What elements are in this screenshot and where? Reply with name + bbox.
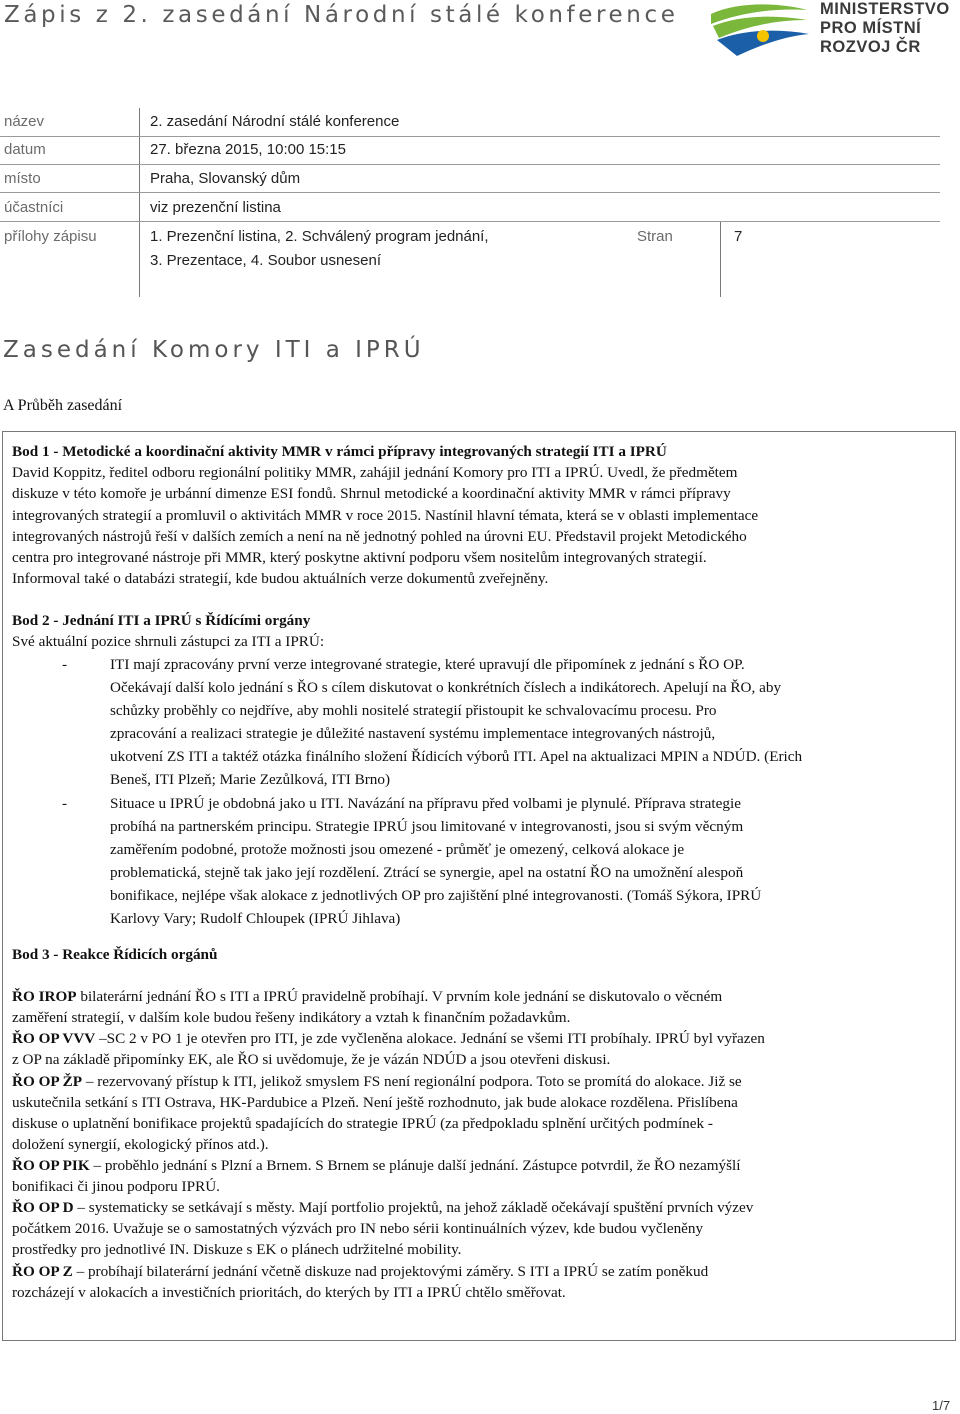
page-number: 1/7 xyxy=(932,1398,951,1413)
ro-item xyxy=(12,1199,753,1217)
bullet1-line: schůzky proběhly co nejdříve, aby mohli nositelé strategií přistoupit ke schvalovacímu procesu. Pro xyxy=(110,702,717,719)
ministry-line-1: MINISTERSTVO xyxy=(820,0,950,18)
meta-label: datum xyxy=(4,141,46,158)
bullet2-line: bonifikace, nejlépe však alokace z jednotlivých OP pro zajištění plné integrovanosti. (Tomáš Sýkora, IPRÚ xyxy=(110,887,762,904)
ro-line: doložení synergií, ekologický přínos atd.). xyxy=(12,1136,269,1153)
ro-item xyxy=(12,1157,740,1175)
ro-text: – systematicky se setkávají s městy. Mají portfolio projektů, na jehož základě očekávají spuštění prvních výzev xyxy=(73,1199,754,1216)
section-title: Zasedání Komory ITI a IPRÚ xyxy=(3,337,425,363)
ro-line: počátkem 2016. Uvažuje se o samostatných výzvách pro IN nebo sérii kontinuálních výzev, kde budou vyčleněny xyxy=(12,1220,704,1237)
bod1-line: Informoval také o databázi strategií, kde budou aktuálních verze dokumentů zveřejněny. xyxy=(12,570,549,587)
bullet1-line: zpracování a realizaci strategie je důležité nastavení systému implementace integrovaných nástrojů, xyxy=(110,725,716,742)
ro-name: ŘO OP PIK xyxy=(12,1157,90,1174)
meta-value: 27. března 2015, 10:00 15:15 xyxy=(150,141,346,158)
bod1-line: David Koppitz, ředitel odboru regionální politiky MMR, zahájil jednání Komory pro ITI a IPRÚ. Uvedl, že předmětem xyxy=(12,464,738,481)
ro-line: rozcházejí v alokacích a investičních prioritách, do kterých by ITI a IPRÚ chtělo směřovat. xyxy=(12,1284,566,1301)
meta-value: Praha, Slovanský dům xyxy=(150,170,301,187)
ro-line: uskutečnila setkání s ITI Ostrava, HK-Pardubice a Plzeň. Není ještě rozhodnuto, jak bude alokace rozdělena. Přislíbena xyxy=(12,1094,738,1111)
ro-line: prostředky pro jednotlivé IN. Diskuze s EK o plánech udržitelné mobility. xyxy=(12,1241,462,1258)
bullet1-line: ukotvení ZS ITI a taktéž otázka finálního složení Řídicích výborů ITI. Apel na aktualizaci MPIN a NDÚD. (Erich xyxy=(110,748,803,765)
section-subtitle: A Průběh zasedání xyxy=(3,397,123,414)
meta-label: přílohy zápisu xyxy=(4,228,97,245)
ro-item xyxy=(12,1030,765,1048)
bullet2-line: probíhá na partnerském principu. Strategie IPRÚ jsou limitované v integrovanosti, jsou si svým věcným xyxy=(110,818,744,835)
ro-item xyxy=(12,1073,742,1091)
bullet2-line: Karlovy Vary; Rudolf Chloupek (IPRÚ Jihlava) xyxy=(110,910,401,927)
bullet2-line: zaměřením podobné, protože možnosti jsou omezené - průměť je omezený, celková alokace je xyxy=(110,841,685,858)
meta-row-place xyxy=(0,164,940,193)
ro-text: – proběhlo jednání s Plzní a Brnem. S Brnem se plánuje další jednání. Zástupce potvrdil, že ŘO nezamýšlí xyxy=(89,1157,741,1174)
meta-value: 2. zasedání Národní stálé konference xyxy=(150,113,400,130)
ro-line: z OP na základě připomínky EK, ale ŘO si uvědomuje, že je vázán NDÚD a jsou otevřeni diskusi. xyxy=(12,1051,611,1068)
bod3-heading: Bod 3 - Reakce Řídicích orgánů xyxy=(12,946,218,963)
bullet2-line: Situace u IPRÚ je obdobná jako u ITI. Navázání na přípravu před volbami je plynulé. Příprava strategie xyxy=(110,795,741,812)
pages-value: 7 xyxy=(734,228,743,245)
meta-label: název xyxy=(4,113,45,130)
ministry-name xyxy=(820,0,950,57)
meta-row-name xyxy=(0,108,940,137)
bod2-intro: Své aktuální pozice shrnuli zástupci za ITI a IPRÚ: xyxy=(12,633,325,650)
meta-divider xyxy=(720,222,721,297)
meta-row-attendees xyxy=(0,193,940,222)
bullet1-line: Očekávají další kolo jednání s ŘO s cílem diskutovat o konkrétních číslech a indikátorech. Apelují na ŘO, aby xyxy=(110,679,782,696)
ro-text: – probíhají bilaterární jednání včetně diskuze nad projektovými záměry. S ITI a IPRÚ se zatím poněkud xyxy=(72,1263,709,1280)
pages-label: Stran xyxy=(637,228,673,245)
ro-line: diskuse o uplatnění bonifikace projektů spadajících do strategie IPRÚ (za předpokladu splnění určitých podmínek - xyxy=(12,1115,713,1132)
logo-mark-icon xyxy=(711,4,809,56)
ro-line: bonifikaci či jinou podporu IPRÚ. xyxy=(12,1178,220,1195)
bod1-line: diskuze v této komoře je urbánní dimenze ESI fondů. Shrnul metodické a koordinační aktivity MMR v rámci přípravy xyxy=(12,485,731,502)
ro-name: ŘO OP D xyxy=(12,1199,74,1216)
bod1-line: integrovaných strategií a promluvil o aktivitách MMR v roce 2015. Nastínil hlavní témata, která se v oblasti implementace xyxy=(12,507,759,524)
bod1-heading: Bod 1 - Metodické a koordinační aktivity MMR v rámci přípravy integrovaných strategií ITI a IPRÚ xyxy=(12,443,667,460)
ro-name: ŘO IROP xyxy=(12,988,77,1005)
ro-line: zaměření strategií, v dalším kole budou řešeny indikátory a vztah k finančním požadavkům. xyxy=(12,1009,571,1026)
ro-text: –SC 2 v PO 1 je otevřen pro ITI, je zde vyčleněna alokace. Jednání se všemi ITI probíhaly. IPRÚ byl vyřazen xyxy=(95,1030,765,1047)
ro-name: ŘO OP VVV xyxy=(12,1030,96,1047)
bullet1-line: ITI mají zpracovány první verze integrované strategie, které upravují dle připomínek z jednání s ŘO OP. xyxy=(110,656,745,673)
bod2-heading: Bod 2 - Jednání ITI a IPRÚ s Řídícími orgány xyxy=(12,612,311,629)
ro-name: ŘO OP ŽP xyxy=(12,1073,83,1090)
bullet1-line: Beneš, ITI Plzeň; Marie Zezůlková, ITI Brno) xyxy=(110,771,391,788)
document-title: Zápis z 2. zasedání Národní stálé konference xyxy=(4,2,679,28)
ro-item xyxy=(12,1263,708,1281)
ro-name: ŘO OP Z xyxy=(12,1263,73,1280)
bullet2-line: problematická, stejně tak jako její rozdělení. Ztrácí se synergie, apel na ostatní ŘO na umožnění alespoň xyxy=(110,864,744,881)
meta-row-date xyxy=(0,136,940,165)
bod1-line: centra pro integrované nástroje při MMR, který poskytne aktivní podporu všem nositelům integrovaných strategií. xyxy=(12,549,707,566)
bullet-dash-icon: - xyxy=(62,656,68,673)
meta-attachments: 1. Prezenční listina, 2. Schválený program jednání, xyxy=(150,228,489,245)
meta-label: účastníci xyxy=(4,199,64,216)
ro-text: bilaterární jednání ŘO s ITI a IPRÚ pravidelně probíhají. V prvním kole jednání se diskutovalo o věcném xyxy=(76,988,723,1005)
meta-value: viz prezenční listina xyxy=(150,199,281,216)
ro-item xyxy=(12,988,722,1006)
ro-text: – rezervovaný přístup k ITI, jelikož smyslem FS není regionální podpora. Toto se promítá do alokace. Již se xyxy=(82,1073,742,1090)
meta-label: místo xyxy=(4,170,41,187)
meta-attachments: 3. Prezentace, 4. Soubor usnesení xyxy=(150,252,381,269)
ministry-line-2: PRO MÍSTNÍ xyxy=(820,19,922,37)
bod1-line: integrovaných nástrojů řeší v dalších zemích a není na ně jednotný pohled na úrovni EU. Představil projekt Metodického xyxy=(12,528,747,545)
meta-divider xyxy=(139,222,140,297)
bullet-dash-icon: - xyxy=(62,795,68,812)
ministry-line-3: ROZVOJ ČR xyxy=(820,38,921,56)
